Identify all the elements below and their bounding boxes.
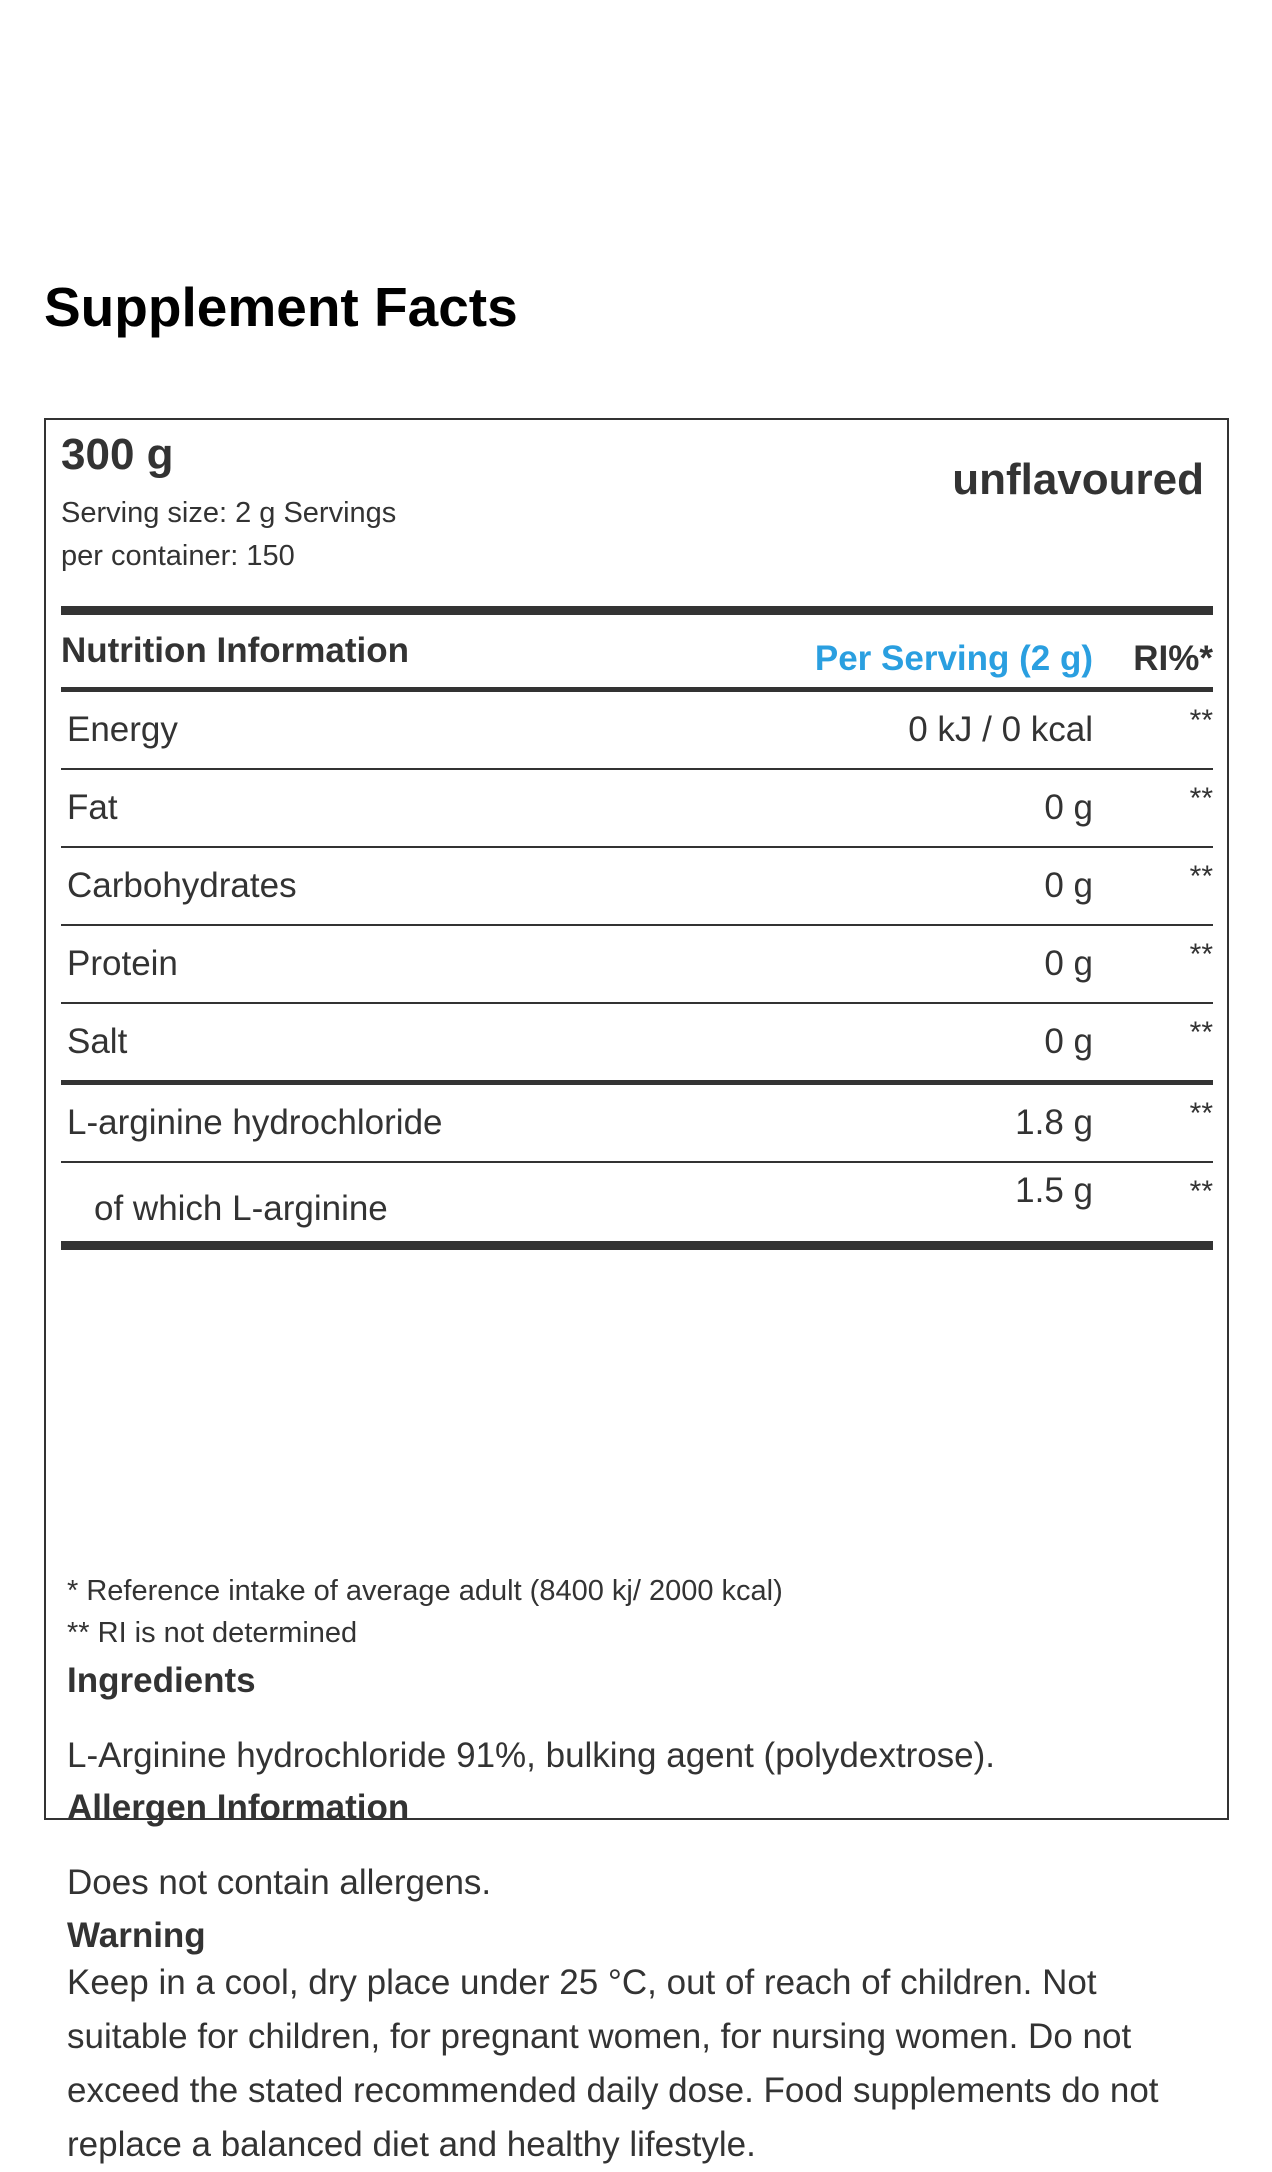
header-nutrition-information: Nutrition Information bbox=[61, 611, 761, 690]
nutrient-value: 1.8 g bbox=[761, 1083, 1118, 1163]
table-row bbox=[61, 925, 1213, 1003]
ingredients-text: L-Arginine hydrochloride 91%, bulking agent (polydextrose). bbox=[67, 1736, 996, 1775]
page-title: Supplement Facts bbox=[44, 276, 518, 338]
footnotes bbox=[67, 1570, 783, 1654]
table-row bbox=[61, 690, 1213, 770]
nutrition-table bbox=[61, 606, 1213, 1250]
nutrient-value: 1.5 g bbox=[761, 1162, 1118, 1246]
nutrient-ri: ** bbox=[1118, 769, 1213, 847]
warning-body bbox=[67, 1956, 1207, 2172]
warning-text: Keep in a cool, dry place under 25 °C, out of reach of children. Not suitable for children, for pregnant women, for nursing women. Do not exceed the stated recommended daily dose. Food supplements do not replace a balanced diet and healthy lifestyle. bbox=[67, 1963, 1159, 2164]
nutrient-value: 0 g bbox=[761, 925, 1118, 1003]
serving-size-line: Serving size: 2 g Servings bbox=[61, 497, 397, 529]
nutrient-ri: ** bbox=[1118, 847, 1213, 925]
allergen-heading: Allergen Information bbox=[67, 1788, 410, 1827]
nutrient-value: 0 g bbox=[761, 847, 1118, 925]
nutrient-name: Energy bbox=[61, 690, 761, 770]
table-row bbox=[61, 769, 1213, 847]
header-per-serving: Per Serving (2 g) bbox=[761, 611, 1118, 690]
allergen-section bbox=[67, 1790, 409, 1825]
nutrient-value: 0 kJ / 0 kcal bbox=[761, 690, 1118, 770]
nutrient-ri: ** bbox=[1118, 1003, 1213, 1083]
nutrient-name: Carbohydrates bbox=[61, 847, 761, 925]
nutrient-name: L-arginine hydrochloride bbox=[61, 1083, 761, 1163]
table-row bbox=[61, 847, 1213, 925]
warning-heading: Warning bbox=[67, 1916, 206, 1955]
ingredients-body bbox=[67, 1738, 995, 1773]
ingredients-heading: Ingredients bbox=[67, 1661, 256, 1700]
nutrient-name: of which L-arginine bbox=[61, 1162, 761, 1246]
nutrient-name: Protein bbox=[61, 925, 761, 1003]
servings-per-container-line: per container: 150 bbox=[61, 540, 295, 572]
reference-intake-note: * Reference intake of average adult (8400 kj/ 2000 kcal) bbox=[67, 1575, 783, 1607]
nutrient-ri: ** bbox=[1118, 1083, 1213, 1163]
ingredients-section bbox=[67, 1663, 256, 1698]
nutrient-ri: ** bbox=[1118, 690, 1213, 770]
ri-not-determined-note: ** RI is not determined bbox=[67, 1617, 358, 1649]
nutrient-ri: ** bbox=[1118, 1162, 1213, 1246]
flavour-label: unflavoured bbox=[952, 455, 1204, 504]
header-ri-percent: RI%* bbox=[1118, 611, 1213, 690]
warning-section bbox=[67, 1918, 206, 1953]
serving-info bbox=[61, 492, 396, 578]
net-weight: 300 g bbox=[61, 430, 174, 479]
allergen-body bbox=[67, 1865, 491, 1900]
nutrient-value: 0 g bbox=[761, 769, 1118, 847]
allergen-text: Does not contain allergens. bbox=[67, 1863, 492, 1902]
nutrient-value: 0 g bbox=[761, 1003, 1118, 1083]
table-row bbox=[61, 1162, 1213, 1246]
table-row bbox=[61, 1083, 1213, 1163]
nutrient-ri: ** bbox=[1118, 925, 1213, 1003]
nutrition-table-header bbox=[61, 611, 1213, 690]
supplement-facts-panel bbox=[44, 418, 1229, 2164]
table-row bbox=[61, 1003, 1213, 1083]
nutrient-name: Fat bbox=[61, 769, 761, 847]
nutrient-name: Salt bbox=[61, 1003, 761, 1083]
